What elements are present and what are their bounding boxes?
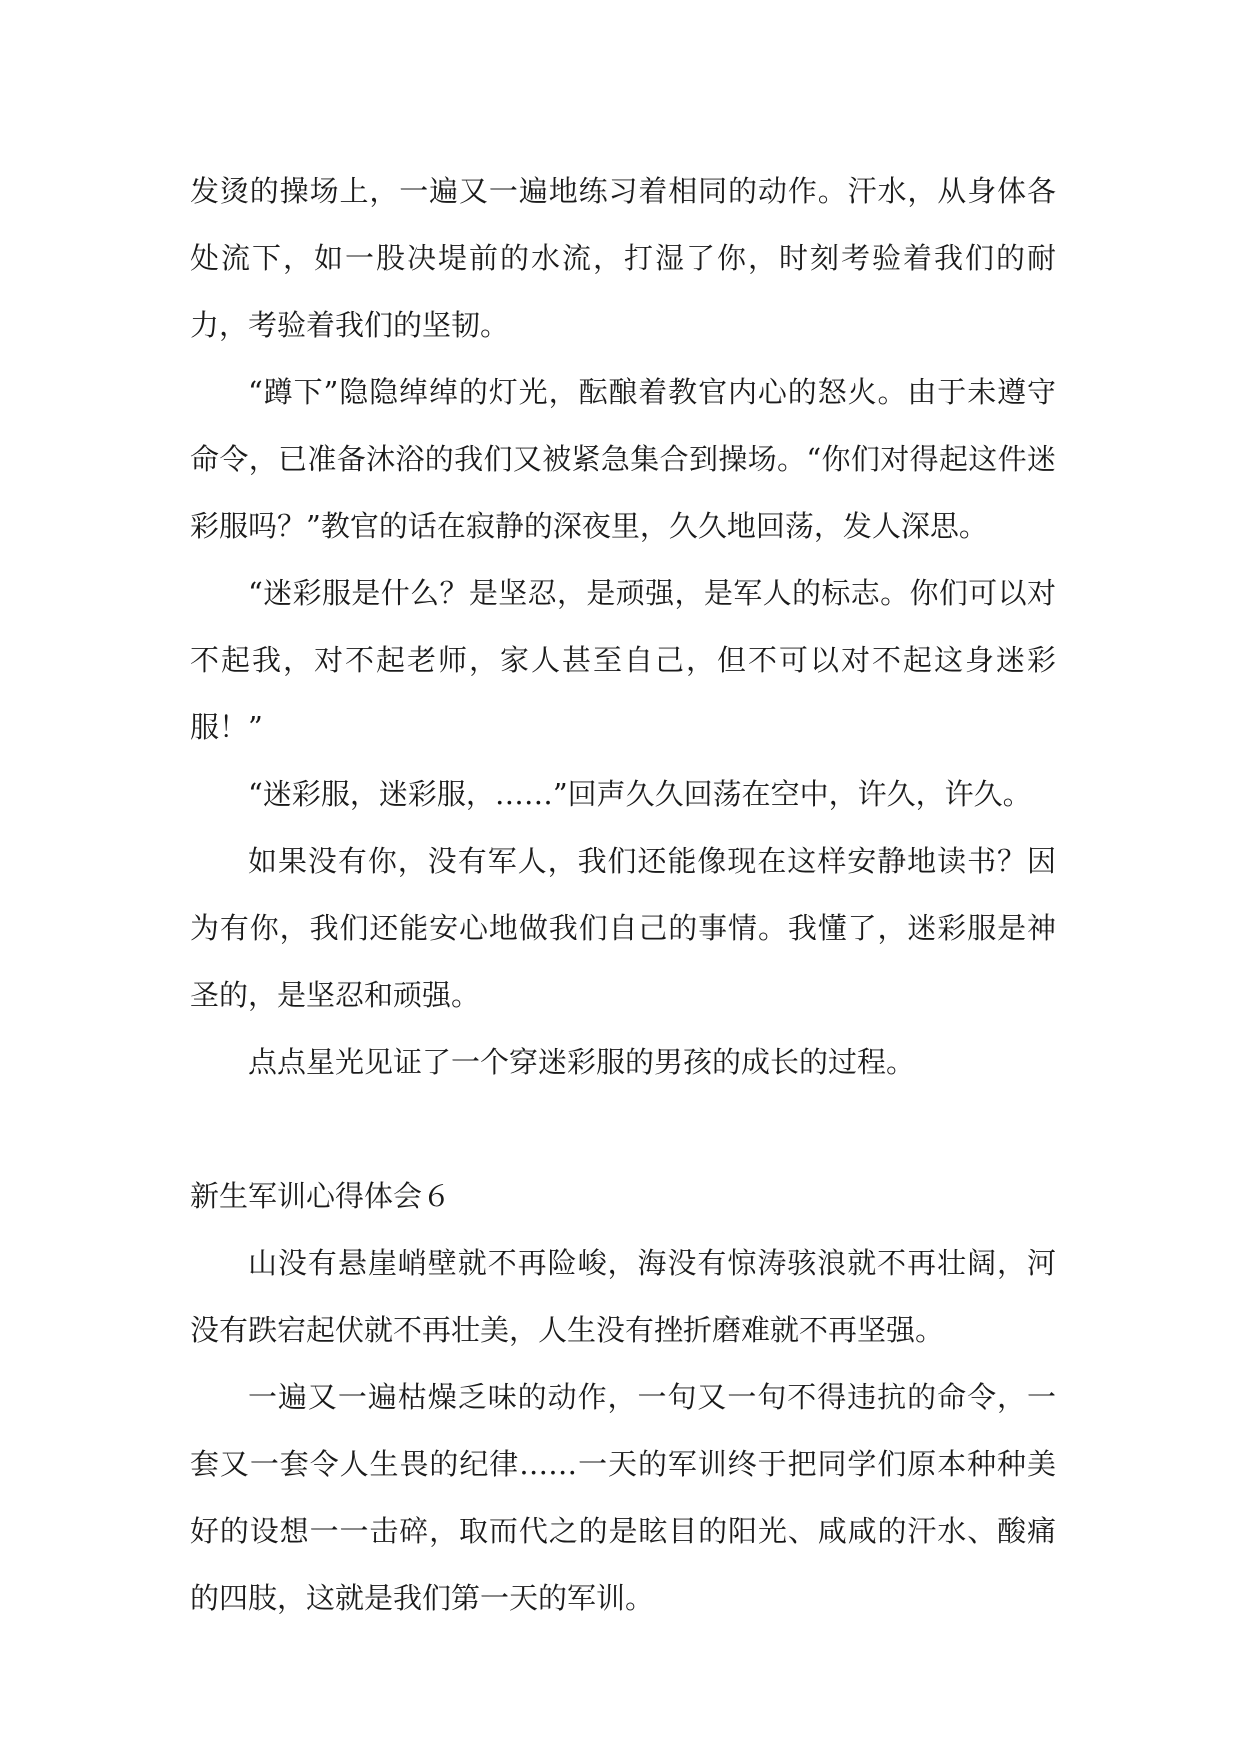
document-body bbox=[190, 158, 1056, 1632]
paragraph: “迷彩服是什么？是坚忍，是顽强，是军人的标志。你们可以对不起我，对不起老师，家人甚至自己，但不可以对不起这身迷彩服！” bbox=[190, 576, 1056, 744]
section-heading: 新生军训心得体会６ bbox=[190, 1179, 452, 1213]
paragraph: 一遍又一遍枯燥乏味的动作，一句又一句不得违抗的命令，一套又一套令人生畏的纪律……一天的军训终于把同学们原本种种美好的设想一一击碎，取而代之的是眩目的阳光、咸咸的汗水、酸痛的四肢，这就是我们第一天的军训。 bbox=[190, 1380, 1056, 1615]
paragraph: 发烫的操场上，一遍又一遍地练习着相同的动作。汗水，从身体各处流下，如一股决堤前的水流，打湿了你，时刻考验着我们的耐力，考验着我们的坚韧。 bbox=[190, 174, 1056, 342]
paragraph: “蹲下”隐隐绰绰的灯光，酝酿着教官内心的怒火。由于未遵守命令，已准备沐浴的我们又被紧急集合到操场。“你们对得起这件迷彩服吗？”教官的话在寂静的深夜里，久久地回荡，发人深思。 bbox=[190, 375, 1056, 543]
paragraph: 如果没有你，没有军人，我们还能像现在这样安静地读书？因为有你，我们还能安心地做我们自己的事情。我懂了，迷彩服是神圣的，是坚忍和顽强。 bbox=[190, 844, 1056, 1012]
paragraph: 点点星光见证了一个穿迷彩服的男孩的成长的过程。 bbox=[248, 1045, 916, 1079]
paragraph: 山没有悬崖峭壁就不再险峻，海没有惊涛骇浪就不再壮阔，河没有跌宕起伏就不再壮美，人生没有挫折磨难就不再坚强。 bbox=[190, 1246, 1056, 1347]
section-spacer bbox=[190, 1096, 1056, 1163]
paragraph: “迷彩服，迷彩服，……”回声久久回荡在空中，许久，许久。 bbox=[248, 777, 1032, 811]
